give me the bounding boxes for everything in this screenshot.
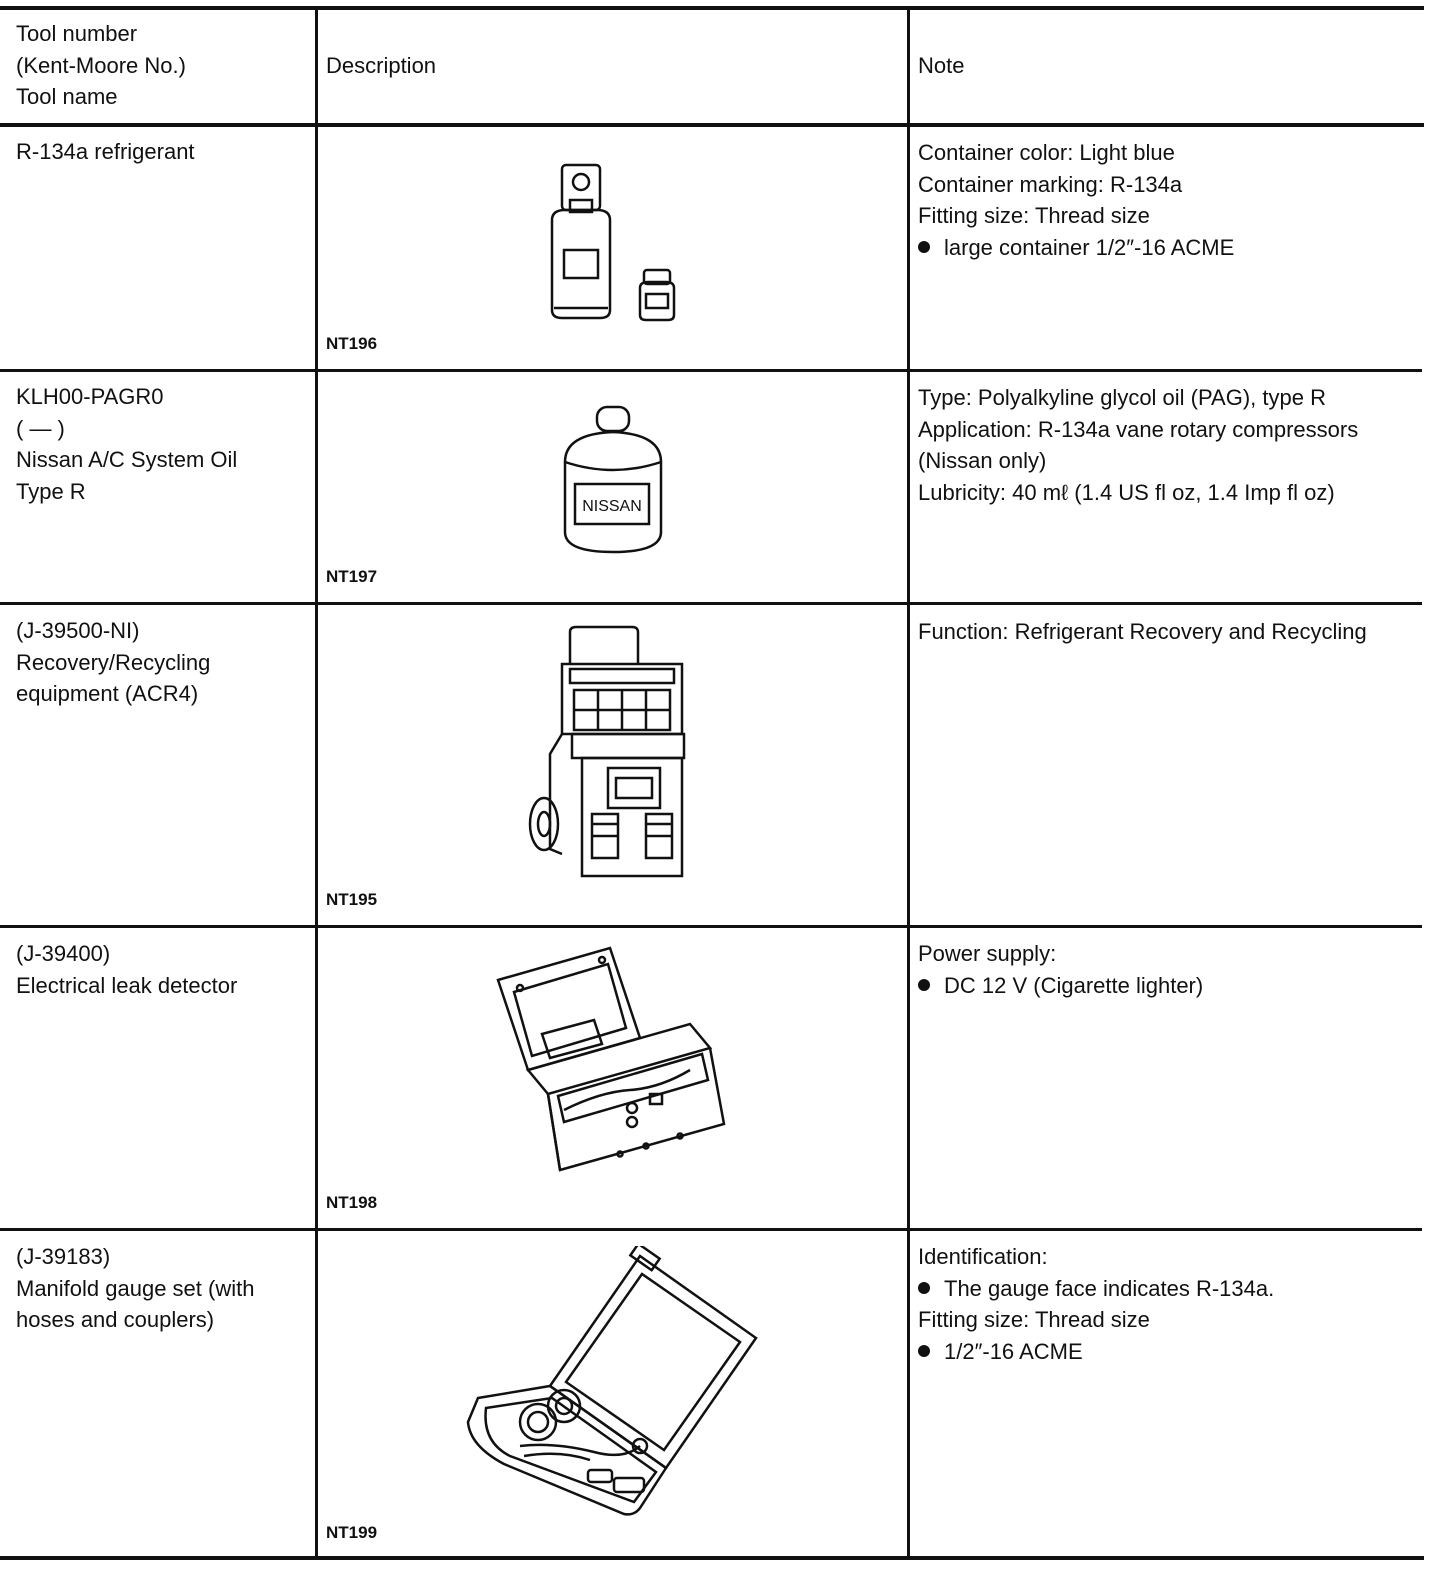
table-bottom-rule xyxy=(0,1556,1424,1560)
bullet-icon xyxy=(918,241,930,253)
note-bullet-text: 1/2″-16 ACME xyxy=(944,1338,1083,1364)
row-divider xyxy=(0,602,1422,605)
tool-name-cell xyxy=(16,938,237,1001)
note-cell xyxy=(918,1241,1274,1367)
tool-line: Type R xyxy=(16,478,86,504)
tool-line: Recovery/Recycling xyxy=(16,649,211,675)
note-line: (Nissan only) xyxy=(918,448,1047,473)
tool-name-cell xyxy=(16,136,195,168)
header-tool-column xyxy=(16,18,186,113)
figure-code: NT195 xyxy=(326,890,378,909)
figure-code: NT199 xyxy=(326,1523,378,1542)
table-top-rule xyxy=(0,6,1424,10)
header-tool-line: (Kent-Moore No.) xyxy=(16,52,186,78)
note-line: Type: Polyalkyline glycol oil (PAG), type R xyxy=(918,385,1326,410)
bullet-icon xyxy=(918,979,930,991)
header-tool-line: Tool number xyxy=(16,21,138,46)
column-divider xyxy=(315,8,318,1558)
refrigerant-container-icon xyxy=(540,160,690,325)
note-cell xyxy=(918,137,1234,263)
note-bullet-item xyxy=(918,1273,1274,1305)
tool-line: equipment (ACR4) xyxy=(16,681,199,706)
header-tool-line: Tool name xyxy=(16,84,118,109)
note-cell xyxy=(918,616,1367,648)
note-cell xyxy=(918,382,1358,508)
note-line: Function: Refrigerant Recovery and Recycling xyxy=(918,619,1367,644)
note-bullet-item xyxy=(918,970,1203,1002)
note-bullet-item xyxy=(918,1336,1274,1368)
tool-line: (J-39183) xyxy=(16,1244,111,1269)
note-bullet-text: DC 12 V (Cigarette lighter) xyxy=(944,972,1204,998)
tool-line: ( — ) xyxy=(16,415,65,441)
recovery-machine-icon xyxy=(520,624,690,879)
row-divider xyxy=(0,925,1422,928)
note-cell xyxy=(918,938,1203,1001)
row-divider xyxy=(0,1228,1422,1231)
can-label: NISSAN xyxy=(582,498,642,515)
tool-line: (J-39400) xyxy=(16,941,111,966)
note-line: Fitting size: Thread size xyxy=(918,203,1150,228)
tool-name-cell xyxy=(16,615,210,710)
note-line: Identification: xyxy=(918,1244,1048,1269)
leak-detector-case-icon xyxy=(490,944,730,1189)
oil-can-icon xyxy=(555,402,675,557)
note-line: Power supply: xyxy=(918,941,1057,966)
note-line: Fitting size: Thread size xyxy=(918,1307,1150,1332)
tool-line: hoses and couplers) xyxy=(16,1307,215,1332)
note-bullet-item xyxy=(918,232,1234,264)
tool-name-cell xyxy=(16,381,237,507)
figure-code: NT196 xyxy=(326,334,378,353)
tool-line: Nissan A/C System Oil xyxy=(16,447,238,472)
note-bullet-text: The gauge face indicates R-134a. xyxy=(944,1275,1275,1301)
tool-line: R-134a refrigerant xyxy=(16,139,195,164)
row-divider xyxy=(0,369,1422,372)
note-line: Lubricity: 40 mℓ (1.4 US fl oz, 1.4 Imp fl oz) xyxy=(918,479,1335,505)
note-line: Container marking: R-134a xyxy=(918,171,1183,197)
note-bullet-text: large container 1/2″-16 ACME xyxy=(944,234,1235,260)
tool-line: Electrical leak detector xyxy=(16,972,238,998)
bullet-icon xyxy=(918,1345,930,1357)
figure-code: NT197 xyxy=(326,567,378,586)
bullet-icon xyxy=(918,1282,930,1294)
tool-line: KLH00-PAGR0 xyxy=(16,384,164,409)
tool-name-cell xyxy=(16,1241,254,1336)
column-divider xyxy=(907,8,910,1558)
header-note-column: Note xyxy=(918,53,965,78)
tool-line: (J-39500-NI) xyxy=(16,618,140,643)
figure-code: NT198 xyxy=(326,1193,378,1212)
note-line: Application: R-134a vane rotary compressors xyxy=(918,416,1359,442)
note-line: Container color: Light blue xyxy=(918,140,1175,165)
manifold-gauge-case-icon xyxy=(464,1246,760,1521)
header-description-column: Description xyxy=(326,53,437,78)
tool-line: Manifold gauge set (with xyxy=(16,1275,255,1301)
header-bottom-rule xyxy=(0,123,1424,127)
